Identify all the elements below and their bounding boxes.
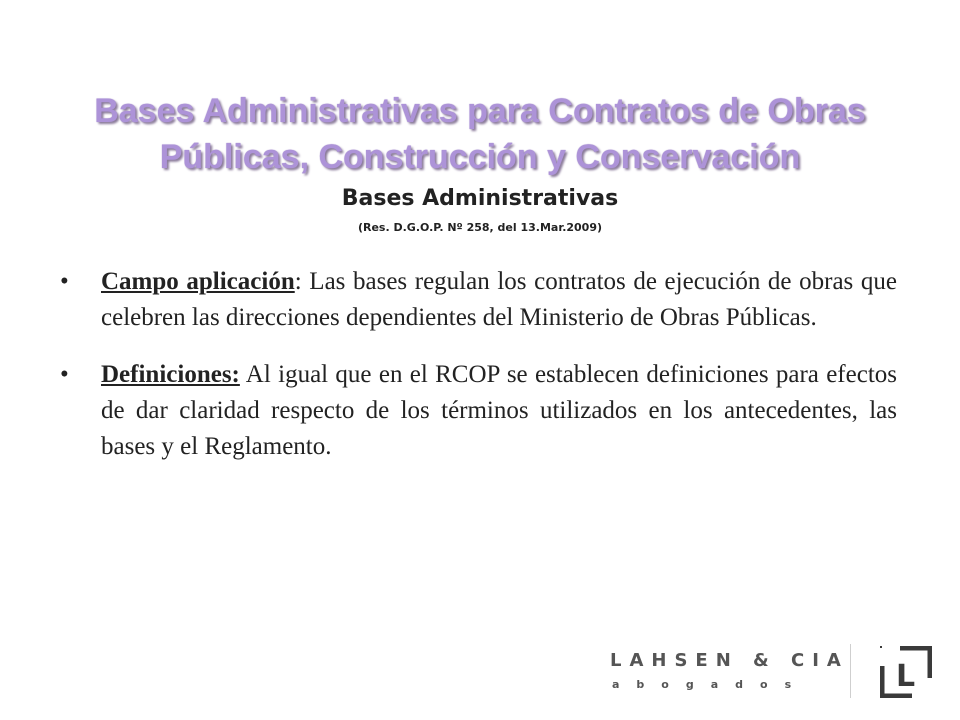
bullet-icon: • [60,268,69,295]
logo-mark-icon [880,646,932,698]
firm-subtitle: abogados [612,678,809,691]
slide-title-line-2: Públicas, Construcción y Conservación [159,138,801,176]
bullet-term: Definiciones: [101,361,240,388]
logo-divider [850,644,851,698]
logo-mark-letter: L [896,659,916,694]
bullet-list [60,264,897,486]
bullet-text: Las bases regulan los contratos de ejecución de obras que celebren las direcciones dependientes del Ministerio de Obras Públicas. [101,268,897,331]
resolution-reference: (Res. D.G.O.P. Nº 258, del 13.Mar.2009) [357,221,603,234]
slide-title-line-1: Bases Administrativas para Contratos de Obras [94,92,866,130]
slide-title [20,88,940,180]
slide-subtitle: Bases Administrativas [341,186,619,211]
bullet-separator: : [294,268,302,295]
bullet-campo-aplicacion [60,264,897,336]
firm-name: LAHSEN & CIA [610,650,849,671]
bullet-definiciones [60,357,897,465]
bullet-term: Campo aplicación [101,268,295,295]
bullet-text: Al igual que en el RCOP se establecen definiciones para efectos de dar claridad respecto de los términos utilizados en los antecedentes, las bases y el Reglamento. [101,361,897,460]
bullet-icon: • [60,361,69,388]
firm-logo [610,640,940,702]
